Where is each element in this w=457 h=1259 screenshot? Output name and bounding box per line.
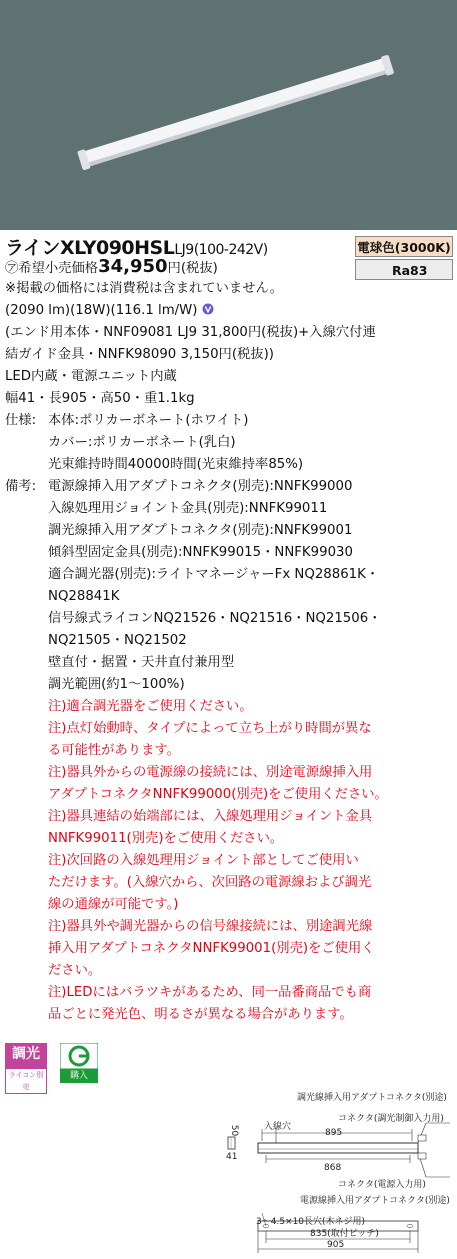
price-suffix: 円(税抜) — [167, 261, 218, 276]
caution-line: る可能性があります。 — [48, 743, 180, 758]
note-item: 調光範囲(約1～100%) — [48, 677, 185, 692]
end-body-line-1: (エンド用本体・NNF09081 LJ9 31,800円(税抜)+入線穴付連 — [5, 325, 376, 340]
spec-item: 本体:ポリカーボネート(ホワイト) — [48, 413, 249, 428]
dimension-diagram — [0, 1083, 457, 1259]
note-item: NQ28841K — [48, 589, 120, 604]
model-number: XLY090HSL — [59, 237, 175, 259]
caution-line: 注)器具連結の始端部には、入線処理用ジョイント金具 — [48, 809, 373, 824]
spec-item: 光束維持時間40000時間(光束維持率85%) — [48, 457, 304, 472]
caution-line: 注)適合調光器をご使用ください。 — [48, 699, 253, 714]
caution-line: 注)器具外からの電源線の接続には、別途電源線挿入用 — [48, 765, 373, 780]
model-suffix: LJ9 — [174, 242, 194, 258]
product-photo — [0, 0, 457, 230]
note-item: 適合調光器(別売):ライトマネージャーFx NQ28861K・ — [48, 567, 380, 582]
caution-line: アダプトコネクタNNFK99000(別売)をご使用ください。 — [48, 787, 388, 802]
dim-connector-label: コネクタ(調光制御入力用) — [338, 1114, 444, 1124]
green-buy-label: 購入 — [60, 1069, 98, 1083]
price-prefix: ㋐希望小売価格 — [5, 261, 99, 276]
power-adapter-label: 電源線挿入用アダプトコネクタ(別途) — [300, 1196, 450, 1206]
lumen-watt-text: (2090 lm)(18W)(116.1 lm/W) — [5, 303, 198, 318]
end-body-line-2: 結ガイド金具・NNFK98090 3,150円(税抜)) — [5, 347, 274, 362]
caution-line: 挿入用アダプトコネクタNNFK99001(別売)をご使用く — [48, 941, 375, 956]
green-g-icon — [60, 1043, 98, 1069]
caution-line: 注)LEDにはバラツキがあるため、同一品番商品でも商 — [48, 985, 372, 1000]
caution-line: 注)器具外や調光器からの信号線接続には、別途調光線 — [48, 919, 373, 934]
note-item: 調光線挿入用アダプトコネクタ(別売):NNFK99001 — [48, 523, 353, 538]
pitch-835-label: 835(取付ピッチ) — [310, 1229, 379, 1239]
dimming-badge-label: 調光 — [12, 1046, 40, 1062]
spec-item: カバー:ポリカーボネート(乳白) — [48, 435, 236, 450]
caution-line: 注)点灯始動時、タイプによって立ち上がり時間が異な — [48, 721, 372, 736]
dim-adapter-label: 調光線挿入用アダプトコネクタ(別途) — [297, 1093, 447, 1103]
length-895-label: 895 — [325, 1128, 343, 1138]
note-item: 電源線挿入用アダプトコネクタ(別売):NNFK99000 — [48, 479, 353, 494]
ra-badge: Ra83 — [355, 259, 453, 280]
note-item: 信号線式ライコンNQ21526・NQ21516・NQ21506・ — [48, 611, 382, 626]
notes-label: 備考: — [5, 479, 37, 494]
color-temperature-badge: 電球色(3000K) — [355, 236, 453, 257]
voltage: (100-242V) — [193, 242, 268, 258]
length-868-label: 868 — [324, 1163, 342, 1173]
dimming-badge-sub: ライコン別売 — [5, 1068, 47, 1094]
spec-label: 仕様: — [5, 413, 37, 428]
length-905-label: 905 — [327, 1240, 345, 1250]
entry-hole-label: 入線穴 — [264, 1122, 292, 1132]
v-mark-icon — [202, 303, 214, 315]
width-41-label: 41 — [226, 1152, 238, 1162]
note-item: 壁直付・据置・天井直付兼用型 — [48, 655, 235, 670]
note-item: 傾斜型固定金具(別売):NNFK99015・NNFK99030 — [48, 545, 353, 560]
note-item: NQ21505・NQ21502 — [48, 633, 187, 648]
lumen-watt-line — [5, 300, 214, 322]
tax-note: ※掲載の価格には消費税は含まれていません。 — [5, 281, 283, 296]
caution-line: 注)次回路の入線処理用ジョイント部としてご使用い — [48, 853, 359, 868]
height-50-label: 50 — [229, 1124, 240, 1137]
caution-line: ただけます。(入線穴から、次回路の電源線および調光 — [48, 875, 372, 890]
product-name: ライン — [5, 237, 60, 259]
led-note: LED内蔵・電源ユニット内蔵 — [5, 369, 177, 384]
green-purchase-badge — [60, 1043, 98, 1083]
caution-line: 線の通線が可能です。) — [48, 897, 179, 912]
caution-line: ださい。 — [48, 963, 102, 978]
caution-line: NNFK99011(別売)をご使用ください。 — [48, 831, 284, 846]
dimming-badge — [5, 1043, 47, 1091]
slot-label: 3～4.5×10長穴(木ネジ用) — [256, 1217, 366, 1227]
note-item: 入線処理用ジョイント金具(別売):NNFK99011 — [48, 501, 328, 516]
light-fixture-image — [0, 0, 457, 230]
price-line — [5, 256, 218, 280]
price-value: 34,950 — [98, 256, 168, 277]
caution-line: 品ごとに発光色、明るさが異なる場合があります。 — [48, 1007, 353, 1022]
dimensions-line: 幅41・長905・高50・重1.1kg — [5, 391, 195, 406]
power-connector-label: コネクタ(電源入力用) — [338, 1180, 426, 1190]
